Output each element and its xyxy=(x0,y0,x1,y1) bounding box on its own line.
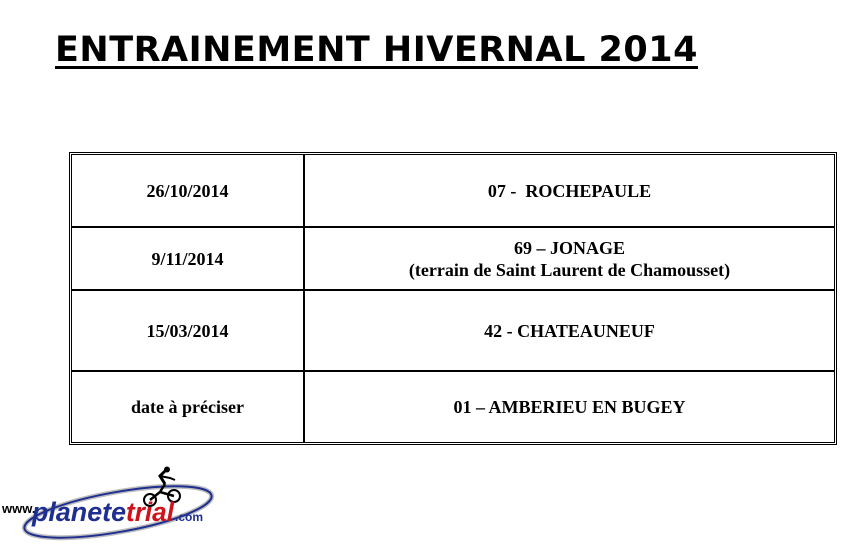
logo-brand-planete: planete xyxy=(31,497,127,527)
event-location xyxy=(304,227,835,290)
schedule-table xyxy=(69,152,837,445)
event-location xyxy=(304,290,835,371)
page-title: ENTRAINEMENT HIVERNAL 2014 xyxy=(55,30,698,70)
event-location xyxy=(304,154,835,227)
planetetrial-logo xyxy=(0,466,220,546)
table-row xyxy=(71,290,835,371)
table-row xyxy=(71,371,835,443)
event-date: date à préciser xyxy=(71,371,304,443)
event-place: 42 - CHATEAUNEUF xyxy=(484,320,655,341)
table-row xyxy=(71,154,835,227)
event-date: 26/10/2014 xyxy=(71,154,304,227)
event-place: 69 – JONAGE xyxy=(513,237,625,258)
event-date: 15/03/2014 xyxy=(71,290,304,371)
event-detail: (terrain de Saint Laurent de Chamousset) xyxy=(408,259,731,280)
logo-brand-trial: trial xyxy=(126,497,175,527)
logo-graphic xyxy=(0,466,220,546)
event-place: 07 - ROCHEPAULE xyxy=(487,180,652,201)
event-location xyxy=(304,371,835,443)
logo-prefix: www. xyxy=(2,501,36,516)
event-date: 9/11/2014 xyxy=(71,227,304,290)
table-row xyxy=(71,227,835,290)
event-place: 01 – AMBERIEU EN BUGEY xyxy=(453,397,686,417)
logo-suffix: .com xyxy=(175,510,204,524)
